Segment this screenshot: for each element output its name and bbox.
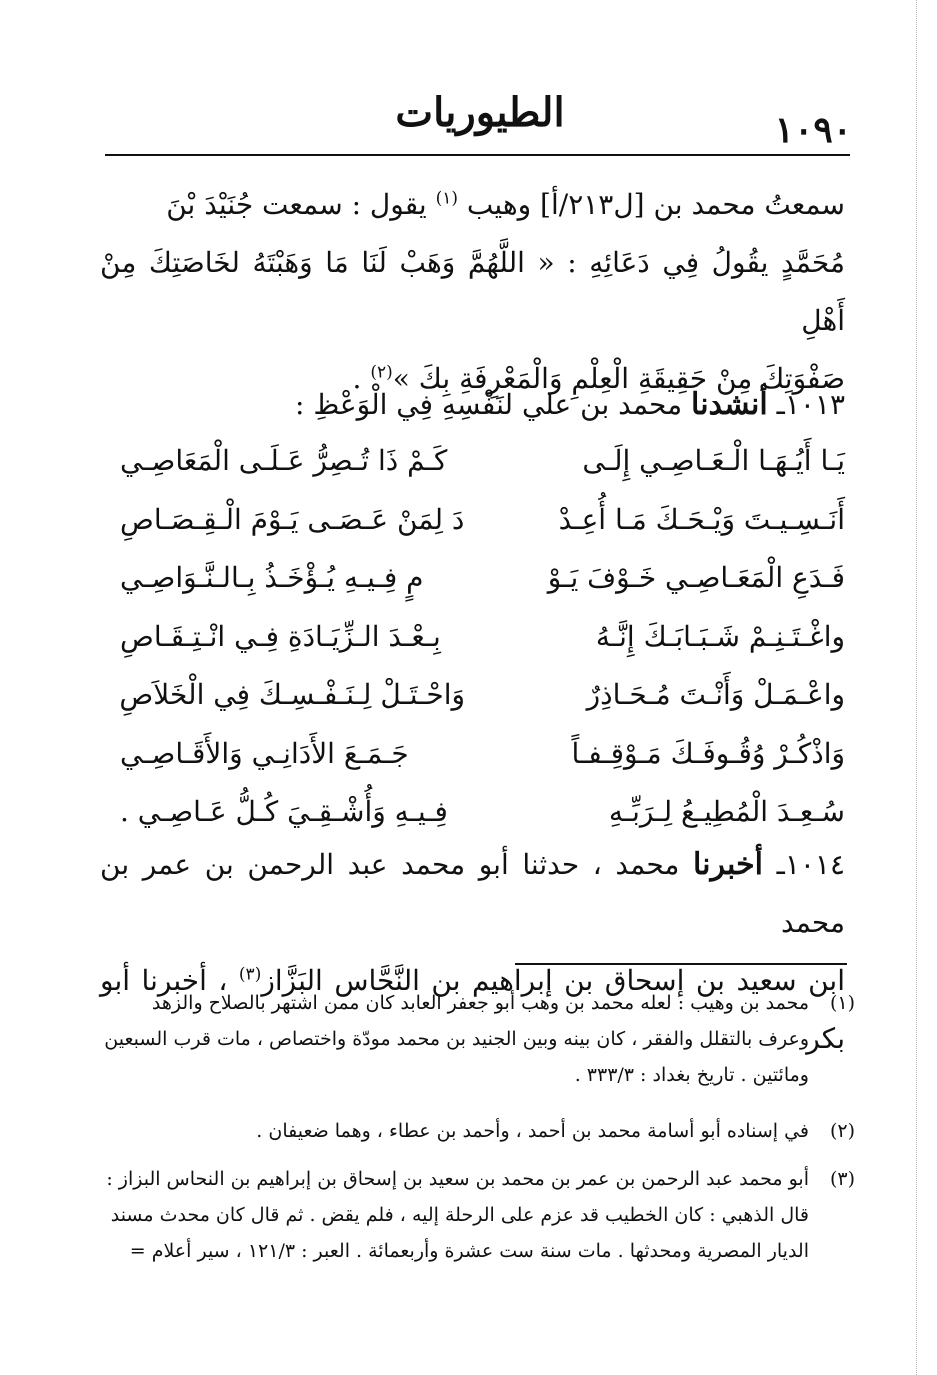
hemistich-second: فِـيـهِ وَأُشْـقِـيَ كُـلُّ عَـاصِـي . bbox=[120, 795, 448, 828]
footnote-line: وعرف بالتقلل والفقر ، كان بينه وبين الجنيد بن محمد مودّة واختصاص ، مات قرب السبعين bbox=[104, 1028, 809, 1050]
footnote-line: الديار المصرية ومحدثها . مات سنة ست عشرة وأربعمائة . العبر : ١٢١/٣ ، سير أعلام = bbox=[129, 1240, 809, 1262]
hemistich-first: واعْـمَـلْ وَأَنْـتَ مُـحَـاذِرٌ bbox=[586, 678, 845, 711]
text-segment: محمد ، حدثنا أبو محمد عبد الرحمن بن عمر بن محمد bbox=[100, 848, 845, 939]
text-line bbox=[100, 376, 845, 434]
footnote-text bbox=[100, 1113, 809, 1153]
hemistich-first: واغْـتَـنِـمْ شَـبَـابَـكَ إِنَّـهُ bbox=[595, 619, 845, 653]
footnote-1 bbox=[100, 985, 855, 1105]
hemistich-first: أَنَـسِـيـتَ وَيْـحَـكَ مَـا أُعِـدْ bbox=[558, 502, 845, 536]
text-segment: محمد بن علي لنَفْسِهِ فِي الْوَعْظِ : bbox=[295, 388, 692, 421]
footnote-ref-2: (٢) bbox=[370, 362, 393, 383]
footnote-text bbox=[100, 1161, 809, 1269]
hemistich-first: يَـا أَيُـهَـا الْـعَـاصِـي إِلَـى bbox=[582, 444, 845, 477]
scan-margin-line bbox=[913, 0, 917, 1375]
footnote-marker: (٣) bbox=[829, 1168, 855, 1190]
footnote-line: قال الذهبي : كان الخطيب قد عزم على الرحلة إليه ، فلم يقض . ثم قال كان محدث مسند bbox=[110, 1204, 809, 1226]
footnote-text bbox=[100, 985, 809, 1105]
hemistich-second: جَـمَـعَ الأَدَانِـي وَالأَقَـاصِـي bbox=[120, 736, 409, 770]
text-segment: صَفْوَتِكَ مِنْ حَقِيقَةِ الْعِلْمِ وَالْمَعْرِفَةِ بِكَ » bbox=[392, 362, 845, 395]
hemistich-first: سُـعِـدَ الْمُطِيـعُ لِـرَبِّـهِ bbox=[608, 795, 845, 828]
footnote-3 bbox=[100, 1161, 855, 1269]
footnote-line: أبو محمد عبد الرحمن بن عمر بن محمد بن سعيد بن إسحاق بن إبراهيم بن النحاس البزاز : bbox=[106, 1168, 809, 1190]
footnote-rule bbox=[515, 963, 847, 965]
footnote-line: في إسناده أبو أسامة محمد بن أحمد ، وأحمد بن عطاء ، وهما ضعيفان . bbox=[256, 1120, 809, 1142]
verse bbox=[120, 549, 845, 608]
hemistich-second: بِـعْـدَ الـزِّيَـادَةِ فِـي انْـتِـقَـاصِ bbox=[120, 619, 441, 653]
entry-number: ١٠١٣ـ bbox=[776, 388, 845, 421]
transmission-keyword: أخبرنا bbox=[693, 847, 763, 882]
hemistich-second: مٍ فِـيـهِ يُـؤْخَـذُ بِـالـنَّـوَاصِـي bbox=[120, 561, 424, 594]
verse bbox=[120, 725, 845, 784]
text-segment: يقول : سمعت جُنَيْدَ بْنَ bbox=[166, 188, 436, 221]
footnote-2 bbox=[100, 1113, 855, 1153]
text-segment: سمعتُ محمد بن [ل٢١٣/أ] وهيب bbox=[458, 188, 845, 221]
footnote-line: محمد بن وهيب : لعله محمد بن وهب أبو جعفر العابد كان ممن اشتهر بالصلاح والزهد bbox=[151, 992, 809, 1014]
footnote-ref-1: (١) bbox=[435, 188, 459, 209]
footnote-line: ومائتين . تاريخ بغداد : ٣٣٣/٣ . bbox=[574, 1064, 809, 1086]
header-rule bbox=[105, 154, 850, 156]
verse bbox=[120, 491, 845, 550]
entry-number: ١٠١٤ـ bbox=[776, 848, 845, 881]
verse bbox=[120, 432, 845, 491]
verse bbox=[120, 666, 845, 725]
transmission-keyword: أنشدنا bbox=[691, 387, 768, 422]
footnote-marker: (١) bbox=[829, 992, 855, 1014]
hemistich-first: وَاذْكُـرْ وُقُـوفَـكَ مَـوْقِـفـاً bbox=[571, 736, 845, 770]
entry-saying-junayd bbox=[100, 176, 845, 408]
text-segment: ، أخبرنا أبو بكر bbox=[100, 964, 845, 1055]
text-segment: . bbox=[352, 362, 371, 395]
text-line bbox=[100, 176, 845, 234]
verse bbox=[120, 608, 845, 667]
text-segment: ابن سعيد بن إسحاق بن إبراهيم بن النَّحَّاس البَزَّاز bbox=[261, 964, 845, 997]
page-number: ١٠٩٠ bbox=[774, 109, 852, 151]
footnotes bbox=[100, 985, 855, 1277]
running-title: الطيوريات bbox=[395, 89, 565, 136]
text-line: مُحَمَّدٍ يقُولُ فِي دَعَائِهِ : « اللَّهُمَّ وَهَبْ لَنَا مَا وَهَبْتَهُ لخَاصَتِكَ مِنْ أَهْلِ bbox=[100, 246, 845, 337]
hemistich-second: كَـمْ ذَا تُـصِرُّ عَـلَـى الْمَعَاصِـي bbox=[120, 444, 448, 477]
entry-1013-heading bbox=[100, 376, 845, 434]
hemistich-second: وَاحْـتَـلْ لِـنَـفْـسِـكَ فِي الْخَلاَصِ bbox=[119, 678, 465, 711]
text-line bbox=[100, 836, 845, 952]
poem bbox=[120, 432, 845, 842]
footnote-marker: (٢) bbox=[829, 1120, 855, 1142]
hemistich-first: فَـدَعِ الْمَعَـاصِـي خَـوْفَ يَـوْ bbox=[547, 561, 845, 594]
hemistich-second: دَ لِمَنْ عَـصَـى يَـوْمَ الْـقِـصَـاصِ bbox=[120, 502, 465, 536]
footnote-ref-3: (٣) bbox=[238, 964, 262, 985]
verse bbox=[120, 783, 845, 842]
